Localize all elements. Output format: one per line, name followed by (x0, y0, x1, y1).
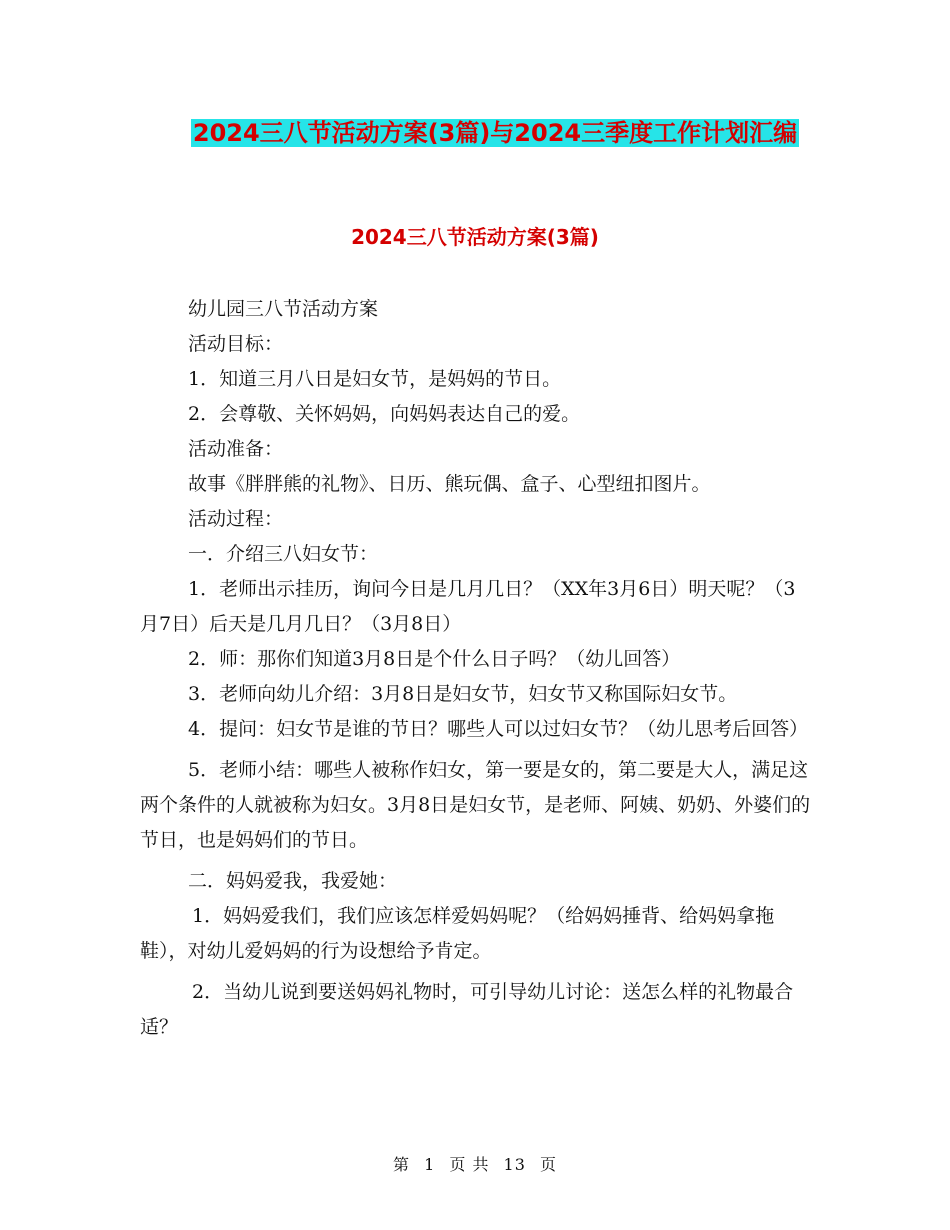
paragraph: 活动准备： (188, 438, 284, 460)
paragraph: 2．当幼儿说到要送妈妈礼物时，可引导幼儿讨论：送怎么样的礼物最合适？ (140, 981, 794, 1038)
paragraph: 1．知道三月八日是妇女节，是妈妈的节日。 (188, 368, 562, 390)
page-number: 1 (424, 1155, 436, 1174)
paragraph: 5．老师小结：哪些人被称作妇女，第一要是女的，第二要是大人，满足这两个条件的人就被称为妇女。3月8日是妇女节，是老师、阿姨、奶奶、外婆们的节日，也是妈妈们的节日。 (140, 759, 811, 851)
paragraph: 活动目标： (188, 333, 284, 355)
document-body (140, 292, 812, 1045)
paragraph: 1．妈妈爱我们，我们应该怎样爱妈妈呢？（给妈妈捶背、给妈妈拿拖鞋），对幼儿爱妈妈的行为设想给予肯定。 (140, 905, 775, 962)
document-title (180, 112, 810, 154)
paragraph: 二．妈妈爱我，我爱她： (188, 870, 398, 892)
document-title-text: 2024三八节活动方案(3篇)与2024三季度工作计划汇编 (192, 119, 798, 147)
total-pages: 13 (503, 1155, 526, 1174)
paragraph: 4．提问：妇女节是谁的节日？哪些人可以过妇女节？（幼儿思考后回答） (188, 718, 809, 740)
paragraph: 3．老师向幼儿介绍：3月8日是妇女节，妇女节又称国际妇女节。 (188, 683, 738, 705)
page-footer (0, 1152, 950, 1175)
page-label-mid: 页 共 (449, 1155, 490, 1174)
paragraph: 活动过程： (188, 508, 284, 530)
section-title: 2024三八节活动方案(3篇) (351, 225, 599, 249)
paragraph: 1．老师出示挂历，询问今日是几月几日？（XX年3月6日）明天呢？（3月7日）后天是几月几日？（3月8日） (140, 578, 796, 635)
paragraph: 幼儿园三八节活动方案 (188, 298, 379, 320)
page-label-suffix: 页 (540, 1155, 558, 1174)
paragraph: 一．介绍三八妇女节： (188, 543, 379, 565)
paragraph: 2．会尊敬、关怀妈妈，向妈妈表达自己的爱。 (188, 403, 581, 425)
page-label-prefix: 第 (392, 1155, 410, 1174)
paragraph: 2．师：那你们知道3月8日是个什么日子吗？（幼儿回答） (188, 648, 681, 670)
paragraph: 故事《胖胖熊的礼物》、日历、熊玩偶、盒子、心型纽扣图片。 (188, 473, 711, 495)
